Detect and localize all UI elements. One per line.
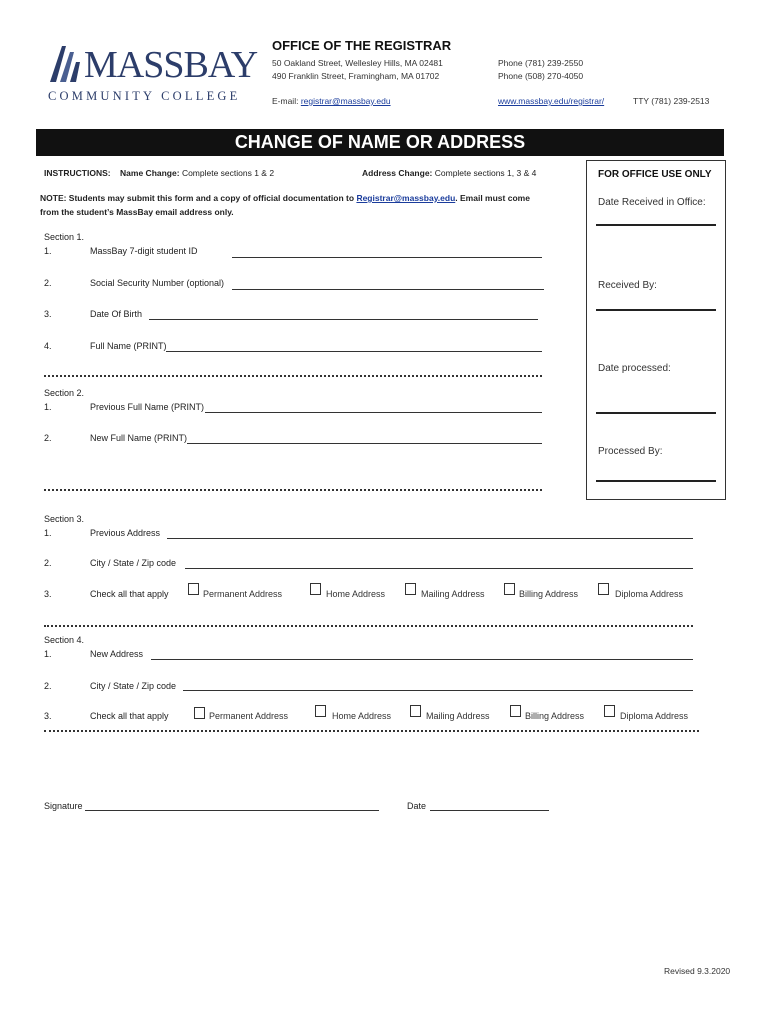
section-4-item-1-num: 1. [44,649,52,659]
date-received-label: Date Received in Office: [598,197,706,208]
phone-1: Phone (781) 239-2550 [498,58,584,68]
section-1-heading: Section 1. [44,232,85,242]
section-1-item-3-num: 3. [44,309,52,319]
s3-home-address-checkbox[interactable] [310,583,321,595]
section-3-heading: Section 3. [44,514,85,524]
note [40,191,580,219]
section-4-item-2-num: 2. [44,681,52,691]
section-1-item-4-label: Full Name (PRINT) [90,341,167,351]
section-3-item-1-num: 1. [44,528,52,538]
massbay-logo-icon [46,42,82,84]
address-change-label: Address Change: [362,168,433,178]
s3-mailing-address-checkbox[interactable] [405,583,416,595]
full-name-field[interactable] [166,351,542,352]
s4-permanent-address-label: Permanent Address [209,711,289,721]
email-label: E-mail: [272,96,299,106]
name-change-label: Name Change: [120,168,180,178]
new-full-name-field[interactable] [187,443,542,444]
section-1-item-2-num: 2. [44,278,52,288]
note-line-2: from the student’s MassBay email address only. [40,207,234,217]
previous-city-state-zip-field[interactable] [185,568,693,569]
date-processed-line[interactable] [596,412,716,414]
s4-diploma-address-label: Diploma Address [620,711,689,721]
section-divider [44,489,542,491]
received-by-label: Received By: [598,280,657,291]
ssn-field[interactable] [232,289,544,290]
s4-billing-address-label: Billing Address [525,711,585,721]
s3-billing-address-checkbox[interactable] [504,583,515,595]
address-line-2: 490 Franklin Street, Framingham, MA 01702 [272,71,440,81]
email-row [272,96,391,106]
section-2-item-2-num: 2. [44,433,52,443]
section-3-item-2-label: City / State / Zip code [90,558,177,568]
s3-permanent-address-checkbox[interactable] [188,583,199,595]
logo-wordmark: MASSBAY [84,44,258,86]
note-suffix: . Email must come [455,193,530,203]
date-of-birth-field[interactable] [149,319,538,320]
section-4-heading: Section 4. [44,635,85,645]
revision-date: Revised 9.3.2020 [664,966,731,976]
note-prefix: NOTE: Students may submit this form and a copy of official documentation to [40,193,355,203]
s4-home-address-label: Home Address [332,711,392,721]
section-2-item-1-label: Previous Full Name (PRINT) [90,402,205,412]
section-1-item-3-label: Date Of Birth [90,309,143,319]
s4-permanent-address-checkbox[interactable] [194,707,205,719]
s4-home-address-checkbox[interactable] [315,705,326,717]
form-title: CHANGE OF NAME OR ADDRESS [36,129,724,156]
instructions [44,168,274,178]
date-label: Date [407,801,427,811]
section-1-item-2-label: Social Security Number (optional) [90,278,225,288]
s3-permanent-address-label: Permanent Address [203,589,283,599]
s4-diploma-address-checkbox[interactable] [604,705,615,717]
s3-billing-address-label: Billing Address [519,589,579,599]
section-3-item-1-label: Previous Address [90,528,161,538]
previous-full-name-field[interactable] [205,412,542,413]
address-line-1: 50 Oakland Street, Wellesley Hills, MA 02481 [272,58,443,68]
section-4-item-2-label: City / State / Zip code [90,681,177,691]
section-divider [44,730,699,732]
note-email-link[interactable]: Registrar@massbay.edu [356,193,456,203]
section-1-item-4-num: 4. [44,341,52,351]
section-divider [44,625,693,627]
phone-2: Phone (508) 270-4050 [498,71,584,81]
section-divider [44,375,542,377]
student-id-field[interactable] [232,257,542,258]
section-2-item-2-label: New Full Name (PRINT) [90,433,188,443]
office-use-title: FOR OFFICE USE ONLY [598,169,712,180]
previous-address-field[interactable] [167,538,693,539]
section-3-item-3-label: Check all that apply [90,589,169,599]
email-link[interactable]: registrar@massbay.edu [300,96,391,106]
s4-mailing-address-label: Mailing Address [426,711,490,721]
section-1-item-1-label: MassBay 7-digit student ID [90,246,198,256]
s4-mailing-address-checkbox[interactable] [410,705,421,717]
address-change-instruction [362,168,536,178]
section-4-item-1-label: New Address [90,649,144,659]
s3-mailing-address-label: Mailing Address [421,589,485,599]
signature-field[interactable] [85,810,379,811]
received-by-line[interactable] [596,309,716,311]
section-2-heading: Section 2. [44,388,85,398]
website-link[interactable]: www.massbay.edu/registrar/ [498,96,605,106]
date-received-line[interactable] [596,224,716,226]
s3-diploma-address-label: Diploma Address [615,589,684,599]
processed-by-label: Processed By: [598,446,663,457]
section-4-item-3-label: Check all that apply [90,711,169,721]
date-processed-label: Date processed: [598,363,671,374]
address-change-text: Complete sections 1, 3 & 4 [434,168,537,178]
section-3-item-3-num: 3. [44,589,52,599]
office-title: OFFICE OF THE REGISTRAR [272,38,452,53]
tty-number: TTY (781) 239-2513 [633,96,710,106]
name-change-text: Complete sections 1 & 2 [181,168,275,178]
signature-label: Signature [44,801,83,811]
instructions-label: INSTRUCTIONS: [44,168,111,178]
s3-home-address-label: Home Address [326,589,386,599]
logo-subtitle: COMMUNITY COLLEGE [48,89,241,103]
date-field[interactable] [430,810,549,811]
section-1-item-1-num: 1. [44,246,52,256]
section-2-item-1-num: 1. [44,402,52,412]
s4-billing-address-checkbox[interactable] [510,705,521,717]
section-4-item-3-num: 3. [44,711,52,721]
processed-by-line[interactable] [596,480,716,482]
s3-diploma-address-checkbox[interactable] [598,583,609,595]
new-address-field[interactable] [151,659,693,660]
section-3-item-2-num: 2. [44,558,52,568]
new-city-state-zip-field[interactable] [183,690,693,691]
